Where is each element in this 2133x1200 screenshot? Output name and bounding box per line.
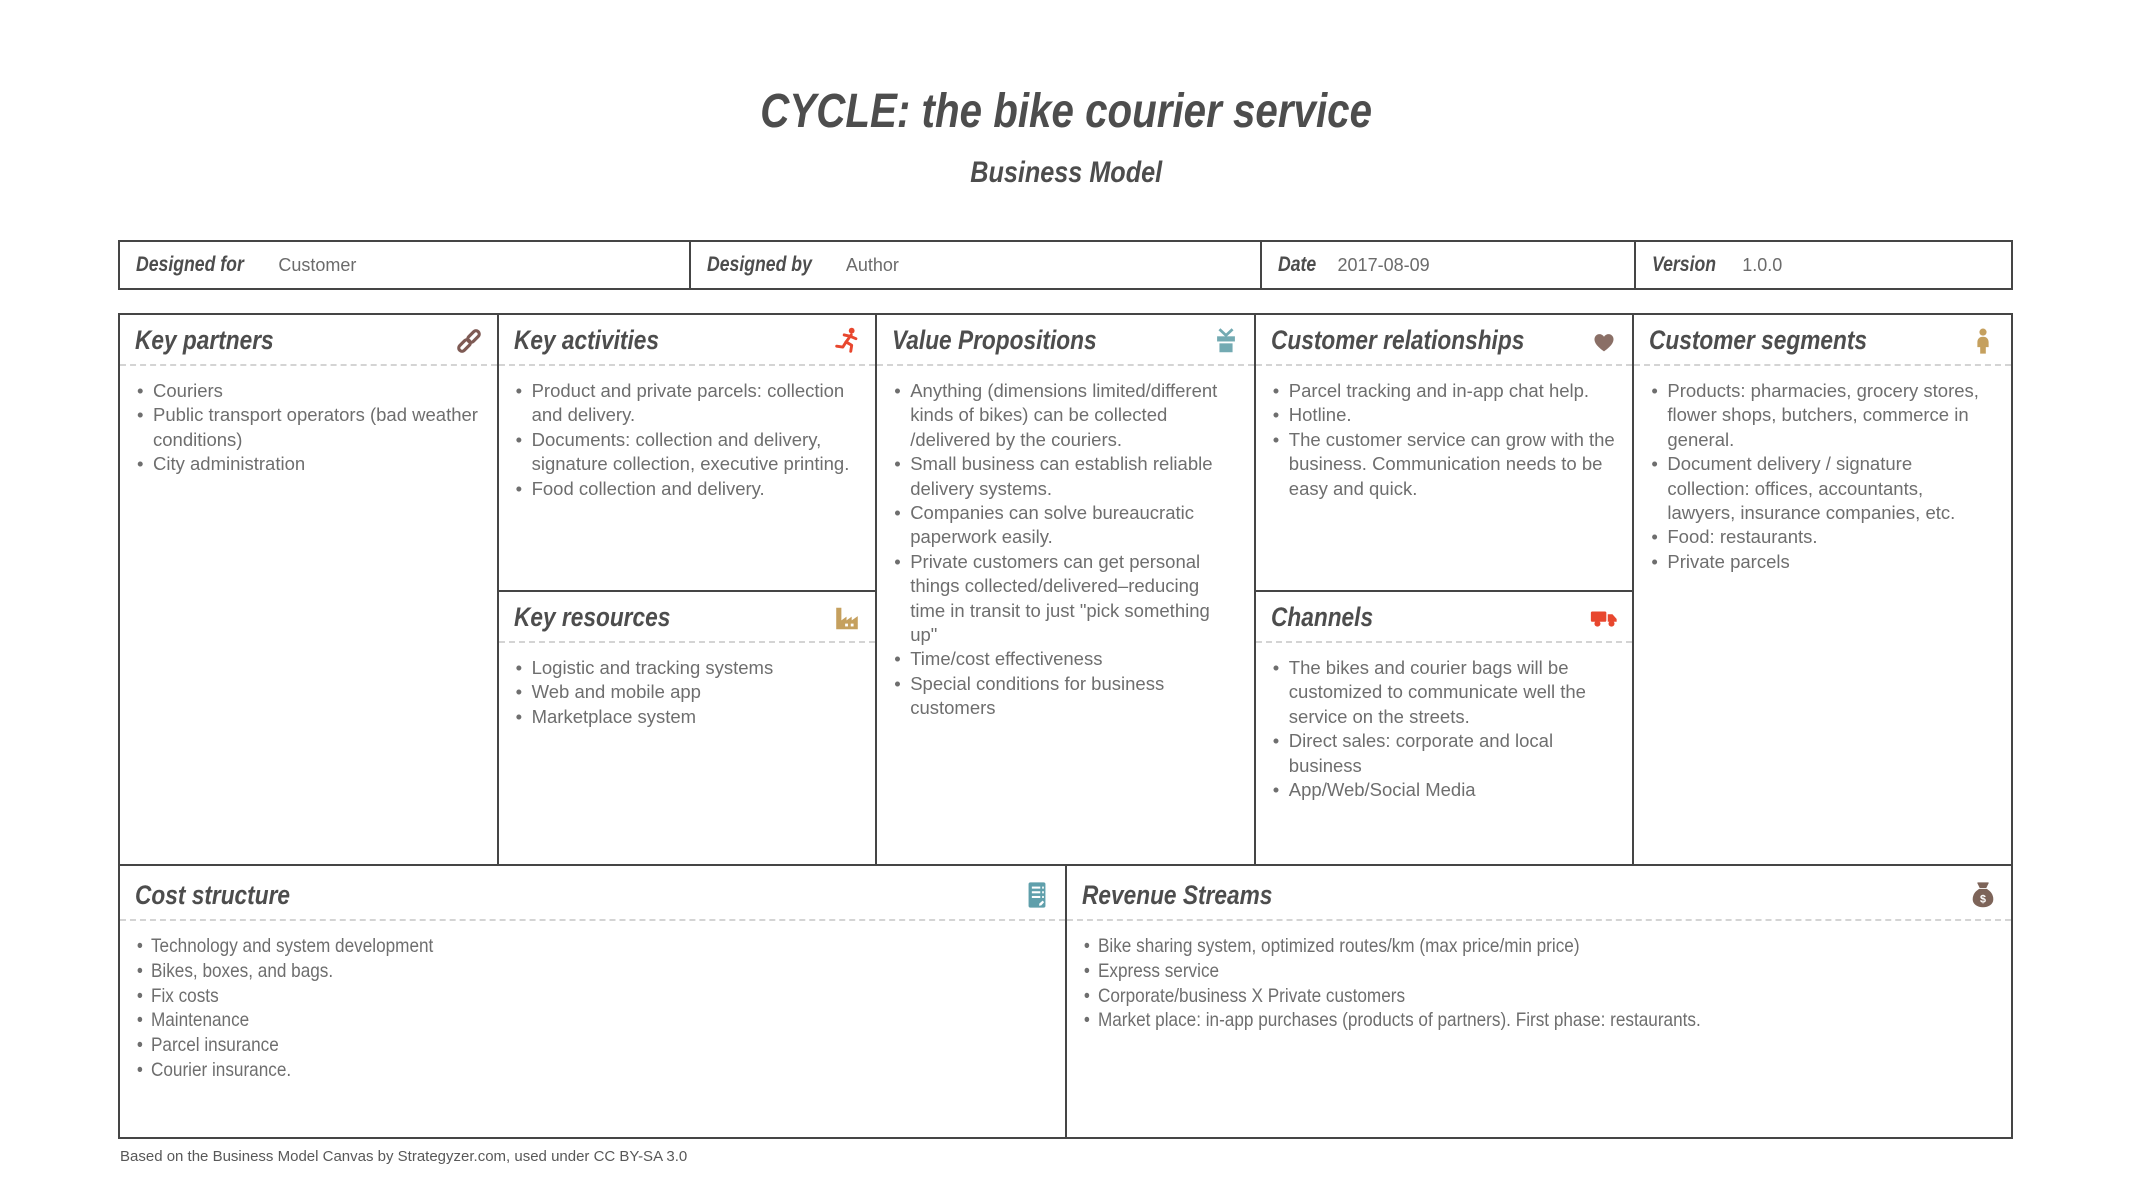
list-item: • Courier insurance. (136, 1058, 940, 1083)
attribution-text: Based on the Business Model Canvas by Strategyzer.com, used under CC BY-SA 3.0 (120, 1148, 688, 1165)
cost-structure-header (120, 866, 1065, 921)
page-subtitle-row (0, 156, 2133, 190)
list-item: • Private customers can get personal things collected/delivered–reducing time in transit to just "pick something up" (893, 550, 1239, 648)
canvas-bottom-grid (118, 864, 2013, 1139)
key-activities-title: Key activities (513, 325, 659, 355)
section-channels (1256, 590, 1633, 864)
list-item: • Private parcels (1650, 550, 1996, 574)
list-item: • Couriers (136, 379, 482, 403)
section-cost-structure (120, 866, 1067, 1137)
value-propositions-header (877, 315, 1254, 366)
heart-icon (1589, 326, 1619, 356)
designed-for-label: Designed for (136, 253, 244, 276)
gift-icon (1211, 326, 1241, 356)
list-item: • Parcel insurance (136, 1033, 940, 1058)
list-item: • Public transport operators (bad weather conditions) (136, 403, 482, 452)
designed-by-cell (691, 242, 1262, 288)
link-icon (454, 326, 484, 356)
list-item: • Maintenance (136, 1008, 940, 1033)
date-value: 2017-08-09 (1337, 254, 1430, 275)
canvas-main-grid (118, 313, 2013, 864)
customer-segments-title: Customer segments (1649, 325, 1868, 355)
customer-segments-header (1634, 315, 2011, 366)
key-activities-list (499, 366, 876, 509)
section-value-propositions (877, 315, 1256, 864)
list-item: • Marketplace system (515, 705, 861, 729)
value-propositions-title: Value Propositions (892, 325, 1097, 355)
money-bag-icon (1968, 880, 1998, 910)
list-item: • Hotline. (1272, 403, 1618, 427)
list-item: • The bikes and courier bags will be customized to communicate well the service on the streets. (1272, 656, 1618, 729)
list-item: • Web and mobile app (515, 680, 861, 704)
channels-list (1256, 643, 1633, 810)
designed-by-value: Author (845, 254, 899, 275)
column-relationships-channels (1256, 315, 1635, 864)
list-item: • Product and private parcels: collection and delivery. (515, 379, 861, 428)
list-item: • Express service (1083, 959, 1886, 984)
list-item: • Companies can solve bureaucratic paperwork easily. (893, 501, 1239, 550)
date-label: Date (1278, 253, 1317, 276)
list-item: • Market place: in-app purchases (products of partners). First phase: restaurants. (1083, 1008, 1886, 1033)
customer-relationships-header (1256, 315, 1633, 366)
section-key-resources (499, 590, 876, 864)
key-partners-title: Key partners (135, 325, 274, 355)
channels-header (1256, 592, 1633, 643)
page-title-row (0, 84, 2133, 139)
designed-by-label: Designed by (707, 253, 812, 276)
person-icon (1968, 326, 1998, 356)
list-item: • City administration (136, 452, 482, 476)
list-item: • Corporate/business X Private customers (1083, 984, 1886, 1009)
version-value: 1.0.0 (1742, 254, 1783, 275)
designed-for-value: Customer (278, 254, 357, 275)
meta-row (118, 240, 2013, 290)
list-item: • Time/cost effectiveness (893, 647, 1239, 671)
list-item: • The customer service can grow with the business. Communication needs to be easy and quick. (1272, 428, 1618, 501)
key-resources-header (499, 592, 876, 643)
section-revenue-streams (1067, 866, 2011, 1137)
key-partners-list (120, 366, 497, 485)
date-cell (1262, 242, 1636, 288)
list-item: • Bike sharing system, optimized routes/km (max price/min price) (1083, 934, 1886, 959)
revenue-streams-title: Revenue Streams (1082, 879, 1273, 910)
list-item: • Documents: collection and delivery, signature collection, executive printing. (515, 428, 861, 477)
section-key-activities (499, 315, 876, 590)
list-item: • Food collection and delivery. (515, 477, 861, 501)
column-activities-resources (499, 315, 878, 864)
list-item: • Technology and system development (136, 934, 940, 959)
running-icon (832, 326, 862, 356)
page-title: CYCLE: the bike courier service (760, 85, 1373, 138)
channels-title: Channels (1270, 602, 1373, 632)
factory-icon (832, 603, 862, 633)
cost-structure-title: Cost structure (135, 879, 291, 910)
truck-icon (1589, 603, 1619, 633)
page-subtitle: Business Model (970, 156, 1163, 189)
key-resources-title: Key resources (513, 602, 670, 632)
cost-structure-list (120, 921, 1065, 1091)
svg-text:$: $ (1980, 893, 1986, 906)
list-item: • Special conditions for business customers (893, 672, 1239, 721)
revenue-streams-header (1067, 866, 2011, 921)
customer-relationships-title: Customer relationships (1270, 325, 1525, 355)
key-activities-header (499, 315, 876, 366)
version-cell (1636, 242, 2011, 288)
list-item: • Document delivery / signature collection: offices, accountants, lawyers, insurance companies, etc. (1650, 452, 1996, 525)
list-item: • App/Web/Social Media (1272, 778, 1618, 802)
customer-segments-list (1634, 366, 2011, 582)
list-item: • Direct sales: corporate and local business (1272, 729, 1618, 778)
list-item: • Anything (dimensions limited/different kinds of bikes) can be collected /delivered by the couriers. (893, 379, 1239, 452)
list-item: • Bikes, boxes, and bags. (136, 959, 940, 984)
list-item: • Logistic and tracking systems (515, 656, 861, 680)
list-item: • Food: restaurants. (1650, 525, 1996, 549)
key-resources-list (499, 643, 876, 737)
version-label: Version (1652, 253, 1717, 276)
revenue-streams-list (1067, 921, 2011, 1041)
customer-relationships-list (1256, 366, 1633, 509)
list-item: • Parcel tracking and in-app chat help. (1272, 379, 1618, 403)
list-item: • Products: pharmacies, grocery stores, flower shops, butchers, commerce in general. (1650, 379, 1996, 452)
list-item: • Small business can establish reliable delivery systems. (893, 452, 1239, 501)
section-customer-relationships (1256, 315, 1633, 590)
section-customer-segments (1634, 315, 2011, 864)
designed-for-cell (120, 242, 691, 288)
list-item: • Fix costs (136, 984, 940, 1009)
section-key-partners (120, 315, 499, 864)
key-partners-header (120, 315, 497, 366)
value-propositions-list (877, 366, 1254, 729)
calculator-icon (1022, 880, 1052, 910)
